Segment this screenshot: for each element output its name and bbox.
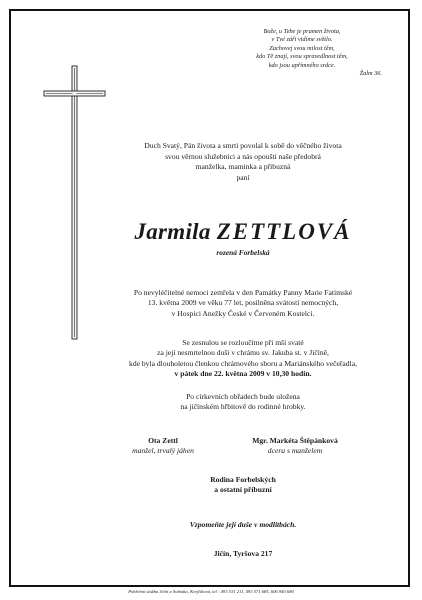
psalm-reference: Žalm 36.	[359, 70, 382, 78]
psalm-line: kdo jsou upřímného srdce.	[268, 61, 336, 69]
death-line: v Hospici Anežky České v Červeném Kostelci.	[171, 308, 315, 318]
death-line: Po nevyléčitelné nemoci zemřela v den Památky Panny Marie Fatimské	[133, 288, 353, 297]
burial-notice	[98, 392, 388, 413]
mourner-relation: manžel, trvalý jáhen	[132, 446, 194, 456]
family-line: a ostatní příbuzní	[214, 485, 272, 495]
deceased-name	[98, 218, 388, 246]
surname: ZETTLOVÁ	[216, 219, 352, 244]
burial-line: Po církevních obřadech bude uložena	[186, 392, 300, 401]
family-address: Jičín, Tyršova 217	[213, 549, 273, 558]
mourner-relation: dcera s manželem	[267, 446, 323, 456]
intro-line: paní	[236, 172, 250, 182]
psalm-line: kdo Tě znají, svou spravedlnost těm,	[256, 53, 348, 61]
psalm-line: Zachovej svou milost těm,	[269, 44, 335, 52]
mourner-name: Mgr. Markéta Štěpánková	[252, 436, 338, 445]
mourner-daughter	[220, 436, 370, 457]
ceremony-line: Se zesnulou se rozloučíme při mši svaté	[182, 338, 304, 347]
intro-text	[98, 141, 388, 183]
psalm-quote	[222, 28, 382, 78]
death-line: 13. května 2009 ve věku 77 let, posilněna svátostí nemocných,	[147, 298, 339, 308]
burial-line: na jičínském hřbitově do rodinné hrobky.	[180, 402, 306, 412]
intro-line: manželka, maminka a přibuzná	[195, 162, 291, 171]
intro-line: svou věrnou služebnici a nás opouští naše předobrá	[165, 151, 321, 161]
ceremony-date: v pátek dne 22. května 2009 v 10,30 hodin.	[174, 368, 312, 378]
psalm-line: v Tvé záři vidíme světlo.	[271, 36, 333, 44]
intro-line: Duch Svatý, Pán života a smrti povolal k sobě do věčného života	[144, 141, 342, 150]
funeral-service-footer: Pohřební služba Jičín a Sobotka, Krejčíková, tel : 493 531 211, 493 571 685, 606 940 680	[128, 589, 294, 594]
maiden-name: rozená Forbelská	[216, 248, 270, 257]
family-line: Rodina Forbelských	[210, 475, 276, 484]
ceremony-line: kde byla dlouholetou členkou chrámového sboru a Mariánského večeřadla,	[129, 358, 357, 368]
first-name: Jarmila	[134, 219, 211, 244]
family-block	[98, 475, 388, 496]
mourner-husband	[98, 436, 228, 457]
psalm-line: Bože, u Tebe je pramen života,	[263, 28, 341, 35]
ceremony-notice	[98, 338, 388, 379]
ceremony-line: za její nesmrtelnou duši v chrámu sv. Jakuba st. v Jičíně,	[157, 348, 329, 358]
prayer-request: Vzpomeňte její duše v modlitbách.	[189, 520, 297, 529]
death-notice	[98, 288, 388, 319]
mourner-name: Ota Zettl	[148, 436, 178, 445]
